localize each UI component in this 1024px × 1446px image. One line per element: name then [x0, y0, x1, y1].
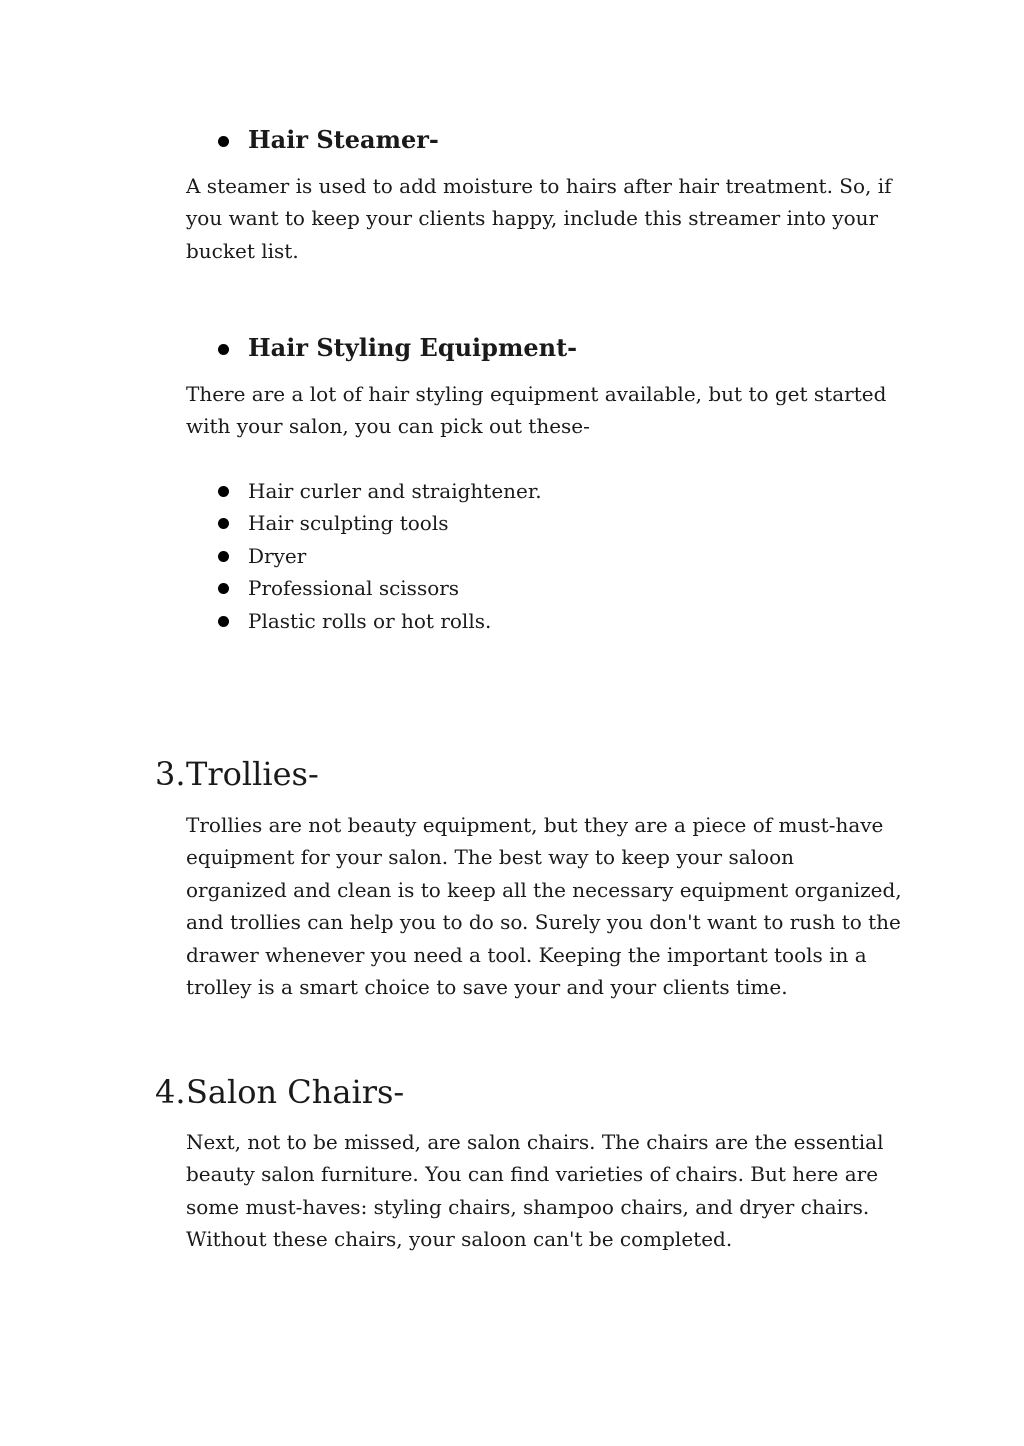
hair-styling-heading: Hair Styling Equipment-	[248, 333, 578, 362]
salon-chairs-paragraph: Next, not to be missed, are salon chairs. The chairs are the essential beauty salon furniture. You can find varieties of chairs. But here are some must-haves: styling chairs, shampoo chairs, and dryer chairs. Without these chairs, your saloon can't be completed.	[186, 1130, 884, 1252]
section-number: 3.	[155, 755, 186, 793]
hair-styling-paragraph: There are a lot of hair styling equipment available, but to get started with your salon, you can pick out these-	[186, 382, 887, 439]
bullet-icon	[218, 551, 229, 562]
bullet-icon	[218, 518, 229, 529]
list-item: Dryer	[248, 544, 307, 568]
trollies-heading: Trollies-	[186, 755, 319, 793]
hair-steamer-heading: Hair Steamer-	[248, 125, 439, 154]
list-item: Professional scissors	[248, 576, 460, 600]
list-item: Hair curler and straightener.	[248, 479, 542, 503]
trollies-paragraph: Trollies are not beauty equipment, but they are a piece of must-have equipment for your salon. The best way to keep your saloon organized and clean is to keep all the necessary equipment organized, and trollies can help you to do so. Surely you don't want to rush to the drawer whenever you need a tool. Keeping the important tools in a trolley is a smart choice to save your and your clients time.	[186, 813, 902, 1000]
bullet-icon	[218, 583, 229, 594]
hair-steamer-paragraph: A steamer is used to add moisture to hairs after hair treatment. So, if you want to keep your clients happy, include this streamer into your bucket list.	[186, 174, 892, 263]
list-item: Plastic rolls or hot rolls.	[248, 609, 492, 633]
bullet-icon	[218, 616, 229, 627]
salon-chairs-heading: Salon Chairs-	[186, 1073, 405, 1111]
bullet-icon	[218, 136, 229, 147]
section-number: 4.	[155, 1073, 186, 1111]
list-item: Hair sculpting tools	[248, 511, 449, 535]
bullet-icon	[218, 344, 229, 355]
bullet-icon	[218, 486, 229, 497]
